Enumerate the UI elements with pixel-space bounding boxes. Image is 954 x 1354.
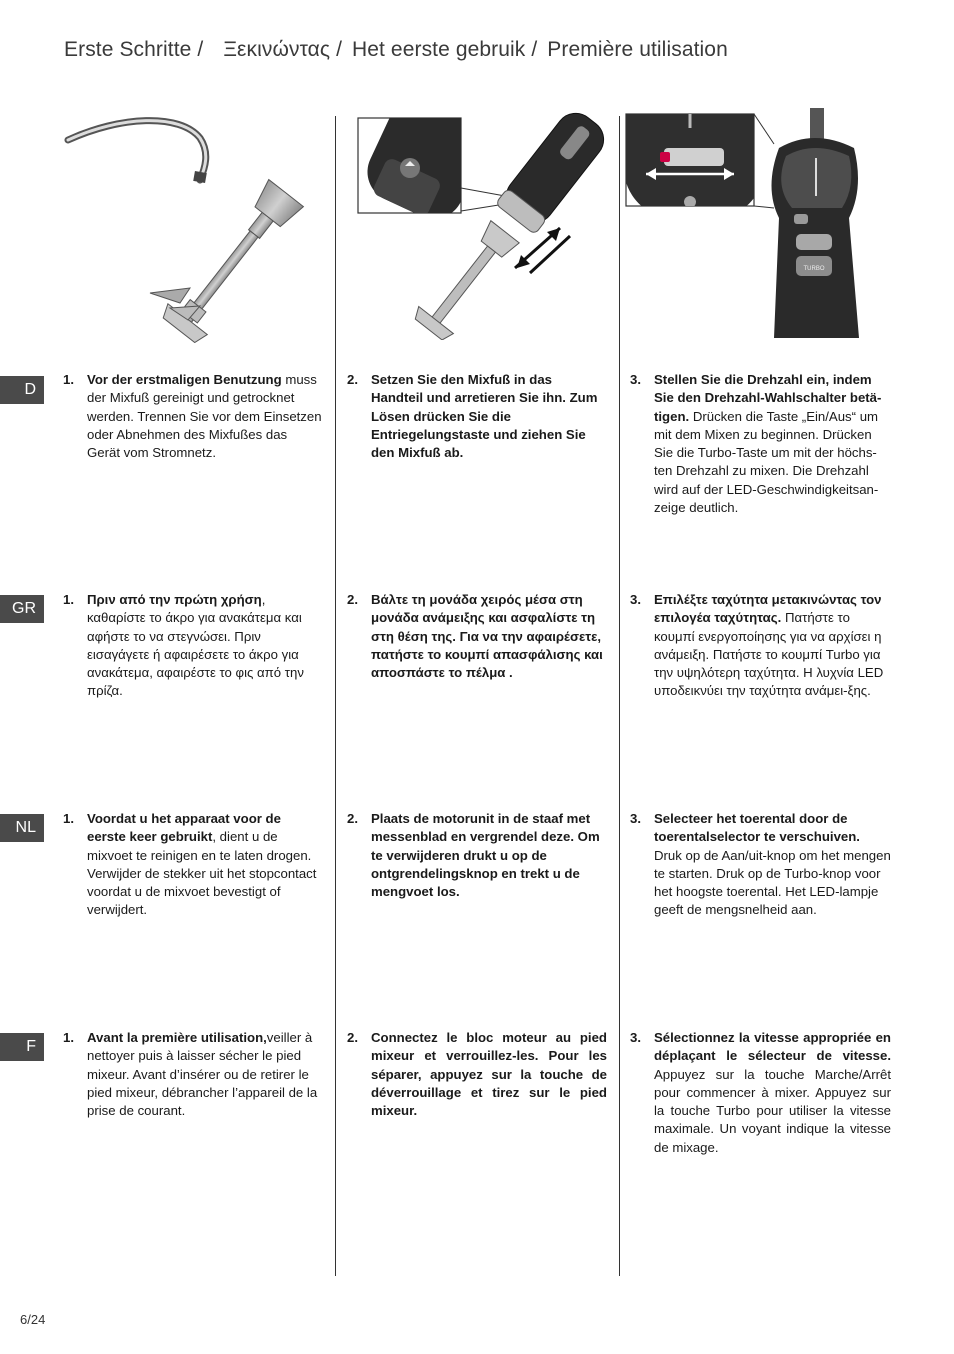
- step-bold: Stellen Sie die Drehzahl ein, indem Sie den Drehzahl-Wahlschalter betä-tigen.: [654, 372, 882, 424]
- step-gr-1: [63, 591, 323, 701]
- step-number: 2.: [347, 1030, 358, 1045]
- step-number: 3.: [630, 811, 641, 826]
- language-tab-nl: NL: [0, 814, 44, 842]
- step-number: 1.: [63, 1030, 74, 1045]
- step-number: 2.: [347, 372, 358, 387]
- step-text: , καθαρίστε το άκρο για ανακάτεμα και αφήστε το να στεγνώσει. Πριν εισαγάγετε ή αφαιρέσετε το άκρο για ανακάτεμα, αφαιρέστε το φις από την πρίζα.: [87, 592, 304, 699]
- step-de-2: [347, 371, 607, 462]
- page-header: [64, 38, 728, 62]
- page-number: 6/24: [20, 1312, 46, 1327]
- step-gr-3: [630, 591, 891, 701]
- language-tab-f: F: [0, 1033, 44, 1061]
- step-bold: Setzen Sie den Mixfuß in das Handteil und arretieren Sie ihn. Zum Lösen drücken Sie die Entriegelungstaste und ziehen Sie den Mixfuß ab.: [371, 372, 598, 461]
- step-number: 3.: [630, 592, 641, 607]
- step-de-3: [630, 371, 891, 517]
- step-fr-2: [347, 1029, 607, 1120]
- step-bold: Plaats de motorunit in de staaf met messenblad en vergrendel deze. Om te verwijderen drukt u op de ontgrendelingsknop en trekt u de mengvoet los.: [371, 811, 600, 900]
- language-tab-de: D: [0, 376, 44, 404]
- column-divider: [619, 116, 620, 1276]
- speed-selector-illustration: [624, 108, 864, 338]
- step-text: , dient u de mixvoet te reinigen en te laten drogen. Verwijder de stekker uit het stopcontact voordat u de mixvoet bevestigt of verwijdert.: [87, 829, 317, 918]
- step-number: 1.: [63, 811, 74, 826]
- step-bold: Selecteer het toerental door de toerentalselector te verschuiven.: [654, 811, 860, 845]
- step-text: Druk op de Aan/uit-knop om het mengen te starten. Druk op de Turbo-knop voor het hoogste toerental. Het LED-lampje geeft de mengsnelheid aan.: [654, 847, 891, 918]
- step-fr-3: [630, 1029, 891, 1157]
- header-gr: Ξεκινώντας /: [223, 38, 343, 61]
- step-bold: Βάλτε τη μονάδα χειρός μέσα στη μονάδα ανάμειξης και ασφαλίστε τη στη θέση της. Για να την αφαιρέσετε, πατήστε το κουμπί απασφάλισης και αποσπάστε το πέλμα .: [371, 592, 603, 681]
- step-fr-1: [63, 1029, 323, 1120]
- mixer-foot-illustration: [60, 108, 320, 343]
- step-number: 3.: [630, 372, 641, 387]
- turbo-label: TURBO: [803, 266, 825, 272]
- header-de: Erste Schritte /: [64, 38, 204, 61]
- step-text: Drücken die Taste „Ein/Aus“ um mit dem Mixen zu beginnen. Drücken Sie die Turbo-Taste um mit der höchs-ten Drehzahl zu mixen. Die Drehzahl wird auf der LED-Geschwindigkeitsan-zeige deutlich.: [654, 408, 879, 516]
- step-text: Πατήστε το κουμπί ενεργοποίησης για να αρχίσει η ανάμειξη. Πατήστε το κουμπί Turbo για την υψηλότερη ταχύτητα. Η λυχνία LED υποδεικνύει την ταχύτητα ανάμει-ξης.: [654, 610, 884, 699]
- step-bold: Πριν από την πρώτη χρήση: [87, 592, 262, 607]
- step-bold: Voordat u het apparaat voor de eerste keer gebruikt: [87, 811, 281, 845]
- step-gr-2: [347, 591, 607, 682]
- step-bold: Vor der erstmaligen Benutzung: [87, 372, 282, 387]
- header-fr: Première utilisation: [547, 38, 728, 61]
- step-nl-3: [630, 810, 891, 920]
- step-text: veiller à nettoyer puis à laisser sécher le pied mixeur. Avant d’insérer ou de retirer le pied mixeur, débrancher l’appareil de la prise de courant.: [87, 1030, 318, 1119]
- step-bold: Επιλέξτε ταχύτητα μετακινώντας τον επιλογέα ταχύτητας.: [654, 592, 882, 626]
- step-nl-1: [63, 810, 323, 920]
- step-number: 2.: [347, 592, 358, 607]
- step-nl-2: [347, 810, 607, 901]
- step-de-1: [63, 371, 323, 462]
- step-number: 1.: [63, 372, 74, 387]
- step-text: muss der Mixfuß gereinigt und getrocknet werden. Trennen Sie vor dem Einsetzen oder Abnehmen des Mixfußes das Gerät vom Stromnetz.: [87, 372, 322, 461]
- step-number: 2.: [347, 811, 358, 826]
- column-divider: [335, 116, 336, 1276]
- step-text: Appuyez sur la touche Marche/Arrêt pour commencer à mixer. Appuyez sur la touche Turbo pour utiliser la vitesse maximale. Un voyant indique la vitesse de mixage.: [654, 1066, 891, 1155]
- step-number: 3.: [630, 1030, 641, 1045]
- step-bold: Avant la première utilisation,: [87, 1030, 267, 1045]
- step-bold: Connectez le bloc moteur au pied mixeur et verrouillez-les. Pour les séparer, appuyez sur la touche de déverrouillage et tirez sur le pied mixeur.: [371, 1030, 607, 1119]
- language-tab-gr: GR: [0, 595, 44, 623]
- attach-motor-unit-illustration: [355, 108, 610, 340]
- step-bold: Sélectionnez la vitesse appropriée en déplaçant le sélecteur de vitesse.: [654, 1030, 891, 1064]
- step-number: 1.: [63, 592, 74, 607]
- header-nl: Het eerste gebruik /: [352, 38, 538, 61]
